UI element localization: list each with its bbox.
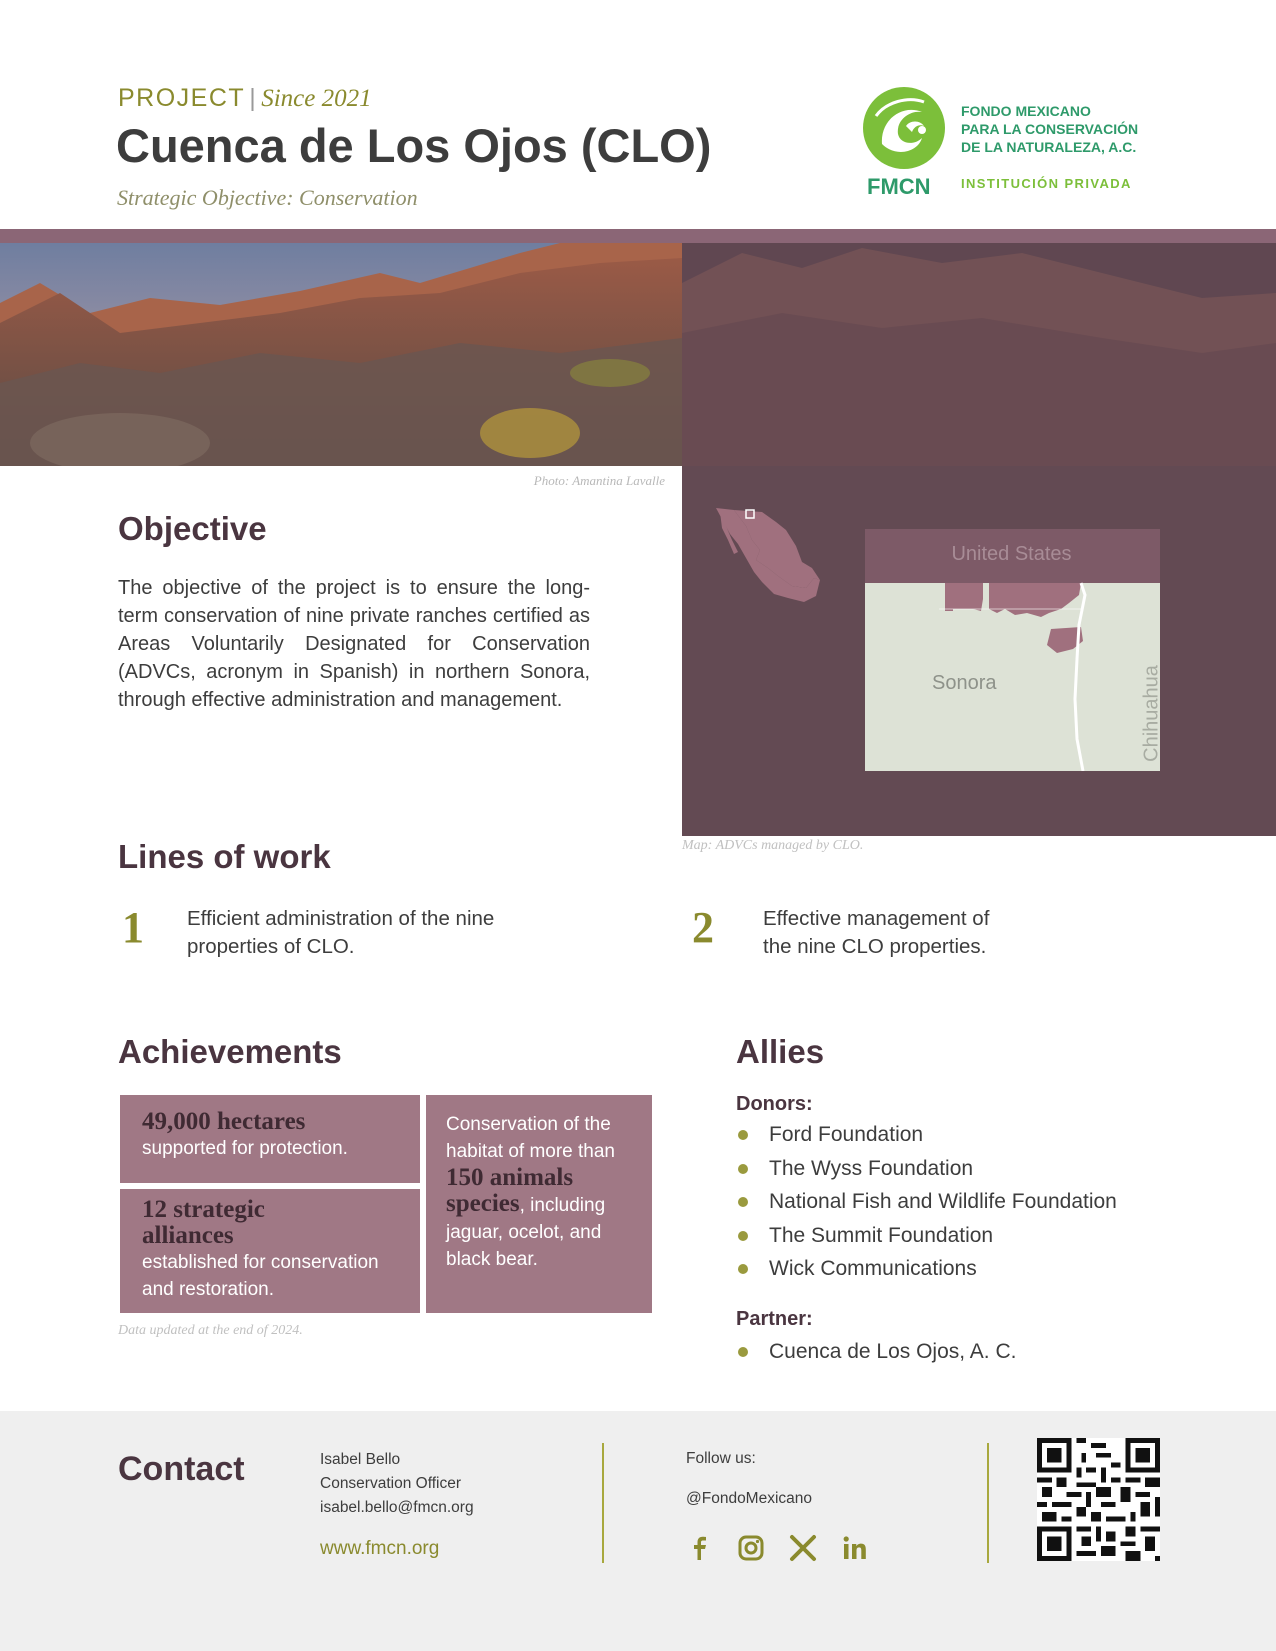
contact-email[interactable]: isabel.bello@fmcn.org [320, 1499, 474, 1516]
line-of-work-line: Efficient administration of the nine [187, 907, 495, 930]
list-item: The Wyss Foundation [736, 1152, 1117, 1186]
logo-line-3: DE LA NATURALEZA, A.C. [961, 139, 1137, 155]
logo-line-1: FONDO MEXICANO [961, 103, 1091, 119]
map-caption: Map: ADVCs managed by CLO. [682, 838, 864, 853]
project-label [118, 84, 372, 113]
divider [987, 1443, 989, 1563]
achievement-desc: habitat of more than [446, 1141, 615, 1162]
fmcn-emblem-icon [862, 86, 946, 170]
project-tag: PROJECT [118, 84, 246, 112]
list-item: Cuenca de Los Ojos, A. C. [736, 1335, 1016, 1369]
contact-name: Isabel Bello [320, 1451, 401, 1468]
since-year: Since 2021 [261, 85, 372, 112]
line-of-work-line: the nine CLO properties. [763, 935, 987, 958]
list-item: The Summit Foundation [736, 1219, 1117, 1253]
social-handle[interactable]: @FondoMexicano [686, 1490, 813, 1507]
data-note: Data updated at the end of 2024. [118, 1323, 303, 1338]
logo-name [961, 102, 1138, 156]
achievement-value: 150 animals [446, 1164, 574, 1191]
map-panel [682, 466, 1276, 836]
objective-heading: Objective [118, 510, 267, 547]
map-label-sonora: Sonora [932, 672, 997, 694]
achievements-heading: Achievements [118, 1033, 342, 1070]
landscape-photo-tinted [682, 243, 1276, 466]
map-label-chihuahua: Chihuahua [1140, 665, 1163, 762]
achievement-value: species [446, 1190, 520, 1217]
line-of-work-text [763, 905, 989, 961]
list-item: Wick Communications [736, 1252, 1117, 1286]
achievement-desc: black bear. [446, 1249, 538, 1270]
donors-label: Donors: [736, 1093, 813, 1115]
list-item: National Fish and Wildlife Foundation [736, 1185, 1117, 1219]
achievement-desc: supported for protection. [142, 1138, 348, 1159]
fmcn-logo [862, 86, 1162, 199]
allies-heading: Allies [736, 1033, 825, 1070]
linkedin-icon[interactable] [840, 1533, 870, 1563]
achievement-desc: jaguar, ocelot, and [446, 1222, 602, 1243]
contact-info [320, 1448, 474, 1520]
strategic-objective: Strategic Objective: Conservation [117, 185, 418, 210]
x-icon[interactable] [788, 1533, 818, 1563]
logo-line-2: PARA LA CONSERVACIÓN [961, 121, 1139, 137]
objective-text: The objective of the project is to ensure the long-term conservation of nine private ranches certified as Areas Voluntarily Designated for Conservation (ADVCs, acronym in Spanish) in northern Sonora, through effective administration and management. [118, 577, 590, 711]
achievement-value: 12 strategic [142, 1196, 265, 1223]
map-label-us: United States [951, 543, 1072, 565]
social-icons [684, 1533, 870, 1563]
achievement-desc: and restoration. [142, 1279, 275, 1300]
achievement-value: alliances [142, 1222, 234, 1249]
divider [602, 1443, 604, 1563]
header-band [0, 229, 1276, 243]
list-item: Ford Foundation [736, 1118, 1117, 1152]
logo-tagline: INSTITUCIÓN PRIVADA [961, 176, 1132, 191]
achievement-alliances [120, 1189, 420, 1313]
facebook-icon[interactable] [684, 1533, 714, 1563]
landscape-photo [0, 243, 682, 466]
lines-of-work-heading: Lines of work [118, 838, 331, 875]
achievement-desc: , including [519, 1195, 606, 1216]
achievement-species [426, 1095, 652, 1313]
mexico-mini-map [716, 506, 851, 606]
logo-abbrev: FMCN [867, 174, 931, 199]
achievement-desc: Conservation of the [446, 1114, 611, 1135]
line-of-work-text [187, 905, 494, 961]
instagram-icon[interactable] [736, 1533, 766, 1563]
separator: | [249, 84, 258, 112]
line-of-work-number: 2 [692, 903, 714, 952]
achievement-value: 49,000 hectares [142, 1108, 306, 1135]
achievement-hectares [120, 1095, 420, 1183]
line-of-work-line: Effective management of [763, 907, 990, 930]
line-of-work-number: 1 [122, 903, 144, 952]
partner-label: Partner: [736, 1308, 813, 1330]
website-link[interactable]: www.fmcn.org [320, 1538, 440, 1559]
photo-credit: Photo: Amantina Lavalle [533, 473, 665, 488]
line-of-work-line: properties of CLO. [187, 935, 355, 958]
achievement-desc: established for conservation [142, 1252, 379, 1273]
contact-role: Conservation Officer [320, 1475, 461, 1492]
contact-heading: Contact [118, 1450, 245, 1488]
partners-list [736, 1335, 1016, 1369]
qr-code-icon[interactable] [1037, 1438, 1160, 1561]
page-title: Cuenca de Los Ojos (CLO) [116, 119, 712, 172]
donors-list [736, 1118, 1117, 1286]
follow-label: Follow us: [686, 1450, 756, 1467]
achievement-species-line [446, 1191, 632, 1219]
